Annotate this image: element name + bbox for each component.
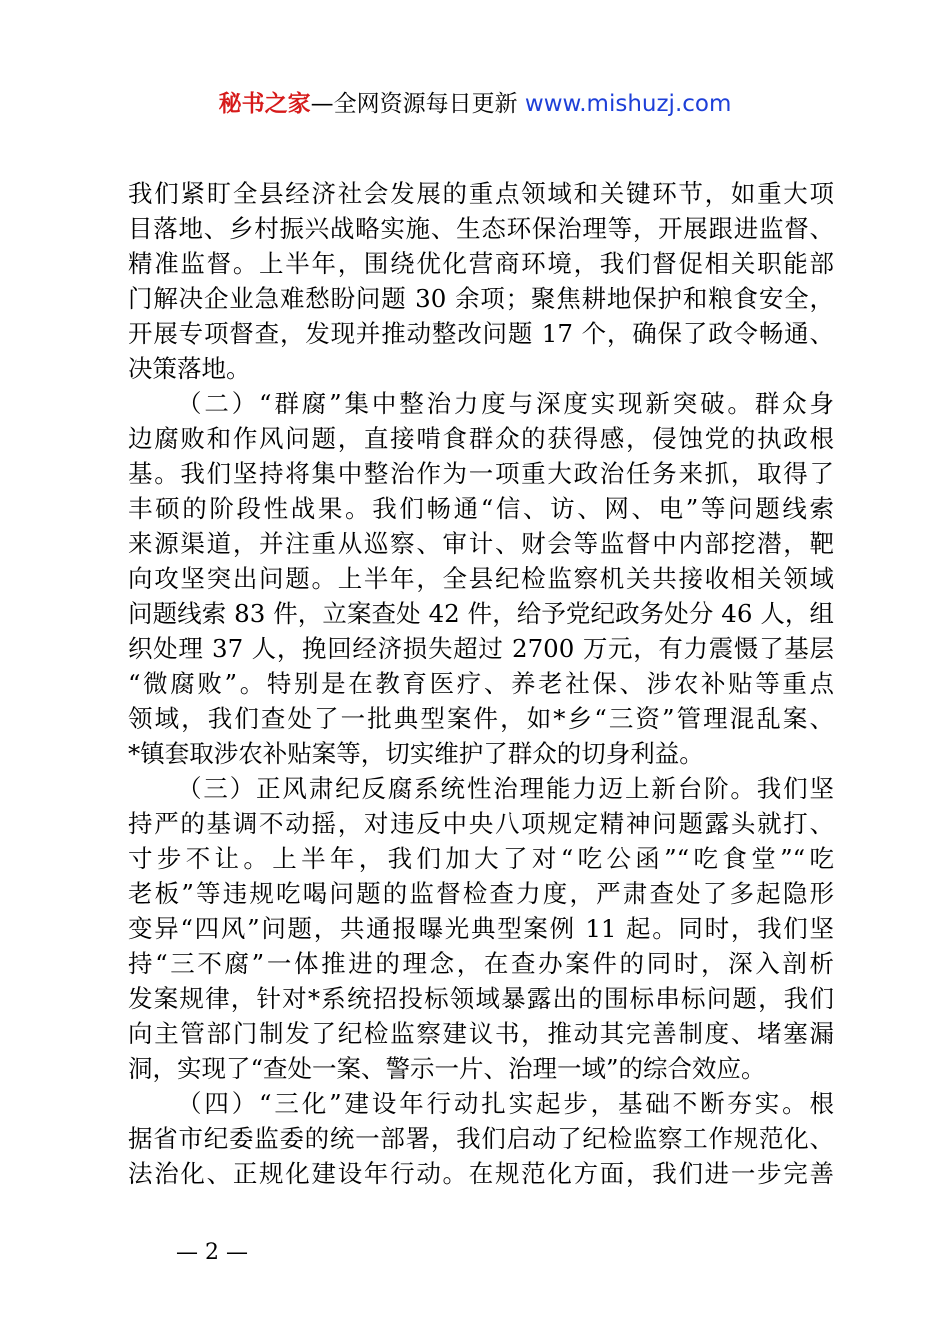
text-line: 问题线索 83 件，立案查处 42 件，给予党纪政务处分 46 人，组 [128,599,834,628]
text-line: 持严的基调不动摇，对违反中央八项规定精神问题露头就打、 [128,809,834,838]
text-line: 据省市纪委监委的统一部署，我们启动了纪检监察工作规范化、 [128,1124,834,1153]
text-line: 目落地、乡村振兴战略实施、生态环保治理等，开展跟进监督、 [128,214,834,243]
document-body [128,176,834,1191]
text-line: （三）正风肃纪反腐系统性治理能力迈上新台阶。我们坚 [177,774,834,803]
text-line: 寸步不让。上半年，我们加大了对“吃公函”“吃食堂”“吃 [128,844,834,873]
brand-name: 秘书之家 [218,91,311,117]
text-line: “微腐败”。特别是在教育医疗、养老社保、涉农补贴等重点 [128,669,834,698]
text-line: 基。我们坚持将集中整治作为一项重大政治任务来抓，取得了 [128,459,834,488]
text-line: 开展专项督查，发现并推动整改问题 17 个，确保了政令畅通、 [128,319,834,348]
text-line: 来源渠道，并注重从巡察、审计、财会等监督中内部挖潜，靶 [128,529,834,558]
site-header [0,88,950,120]
text-line: 向攻坚突出问题。上半年，全县纪检监察机关共接收相关领域 [128,564,834,593]
text-line: 门解决企业急难愁盼问题 30 余项；聚焦耕地保护和粮食安全， [128,284,834,313]
text-line: *镇套取涉农补贴案等，切实维护了群众的切身利益。 [128,739,704,768]
text-line: 丰硕的阶段性战果。我们畅通“信、访、网、电”等问题线索 [128,494,834,523]
text-line: （四）“三化”建设年行动扎实起步，基础不断夯实。根 [177,1089,834,1118]
text-line: 织处理 37 人，挽回经济损失超过 2700 万元，有力震慑了基层 [128,634,834,663]
header-url-link[interactable]: www.mishuzj.com [524,91,732,117]
text-line: 持“三不腐”一体推进的理念，在查办案件的同时，深入剖析 [128,949,834,978]
text-line: 变异“四风”问题，共通报曝光典型案例 11 起。同时，我们坚 [128,914,834,943]
page-number: — 2 — [176,1240,248,1265]
text-line: 边腐败和作风问题，直接啃食群众的获得感，侵蚀党的执政根 [128,424,834,453]
text-line: 决策落地。 [128,354,251,383]
text-line: 我们紧盯全县经济社会发展的重点领域和关键环节，如重大项 [128,179,834,208]
text-line: 洞，实现了“查处一案、警示一片、治理一域”的综合效应。 [128,1054,766,1083]
text-line: 老板”等违规吃喝问题的监督检查力度，严肃查处了多起隐形 [128,879,834,908]
text-line: 发案规律，针对*系统招投标领域暴露出的围标串标问题，我们 [128,984,834,1013]
text-line: （二）“群腐”集中整治力度与深度实现新突破。群众身 [177,389,834,418]
text-line: 向主管部门制发了纪检监察建议书，推动其完善制度、堵塞漏 [128,1019,834,1048]
text-line: 领域，我们查处了一批典型案件，如*乡“三资”管理混乱案、 [128,704,834,733]
header-slogan: —全网资源每日更新 [310,91,518,117]
text-line: 精准监督。上半年，围绕优化营商环境，我们督促相关职能部 [128,249,834,278]
text-line: 法治化、正规化建设年行动。在规范化方面，我们进一步完善 [128,1159,834,1188]
